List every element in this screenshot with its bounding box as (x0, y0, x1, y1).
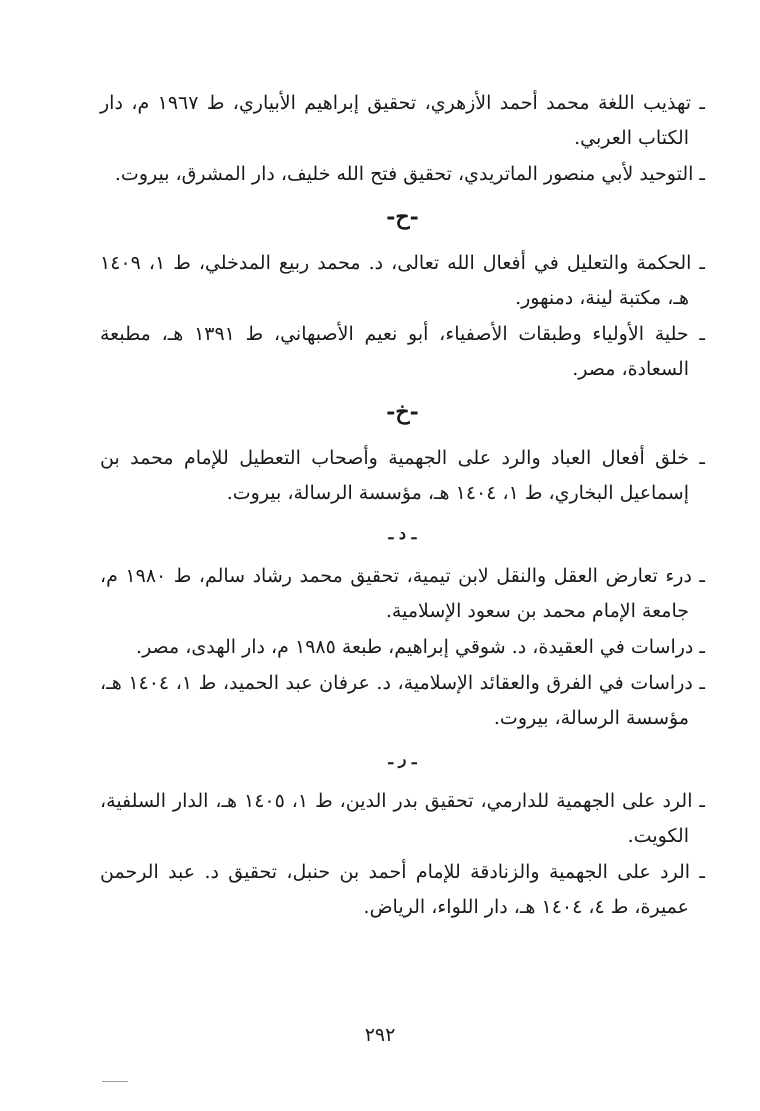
bibliography-entry: ـ الحكمة والتعليل في أفعال الله تعالى، د. محمد ربيع المدخلي، ط ١، ١٤٠٩ هـ، مكتبة لينة، دمنهور. (100, 252, 705, 309)
bibliography-entry: ـ الرد على الجهمية والزنادقة للإمام أحمد بن حنبل، تحقيق د. عبد الرحمن عميرة، ط ٤، ١٤٠٤ هـ، دار اللواء، الرياض. (100, 861, 705, 918)
section-header-dal: ـ د ـ (388, 524, 417, 543)
bibliography-entry: ـ حلية الأولياء وطبقات الأصفياء، أبو نعيم الأصبهاني، ط ١٣٩١ هـ، مطبعة السعادة، مصر. (100, 323, 705, 380)
bibliography-entry: ـ خلق أفعال العباد والرد على الجهمية وأصحاب التعطيل للإمام محمد بن إسماعيل البخاري، ط ١، ١٤٠٤ هـ، مؤسسة الرسالة، بيروت. (100, 447, 705, 504)
section-header-ra: ـ ر ـ (388, 749, 417, 768)
page-number: ٢٩٢ (364, 1024, 396, 1046)
bibliography-entry: ـ درء تعارض العقل والنقل لابن تيمية، تحقيق محمد رشاد سالم، ط ١٩٨٠ م، جامعة الإمام محمد بن سعود الإسلامية. (100, 565, 705, 622)
section-header-ha: -ح- (386, 204, 419, 230)
bibliography-entry: ـ دراسات في العقيدة، د. شوقي إبراهيم، طبعة ١٩٨٥ م، دار الهدى، مصر. (136, 636, 705, 658)
footer-divider (102, 1081, 128, 1082)
section-header-kha: -خ- (386, 399, 419, 425)
bibliography-entry: ـ التوحيد لأبي منصور الماتريدي، تحقيق فتح الله خليف، دار المشرق، بيروت. (114, 163, 705, 185)
bibliography-entry: ـ الرد على الجهمية للدارمي، تحقيق بدر الدين، ط ١، ١٤٠٥ هـ، الدار السلفية، الكويت. (100, 790, 705, 847)
bibliography-entry: ـ دراسات في الفرق والعقائد الإسلامية، د. عرفان عبد الحميد، ط ١، ١٤٠٤ هـ، مؤسسة الرسالة، بيروت. (100, 672, 705, 729)
bibliography-list (100, 86, 705, 926)
bibliography-entry: ـ تهذيب اللغة محمد أحمد الأزهري، تحقيق إبراهيم الأبياري، ط ١٩٦٧ م، دار الكتاب العربي. (100, 92, 705, 149)
